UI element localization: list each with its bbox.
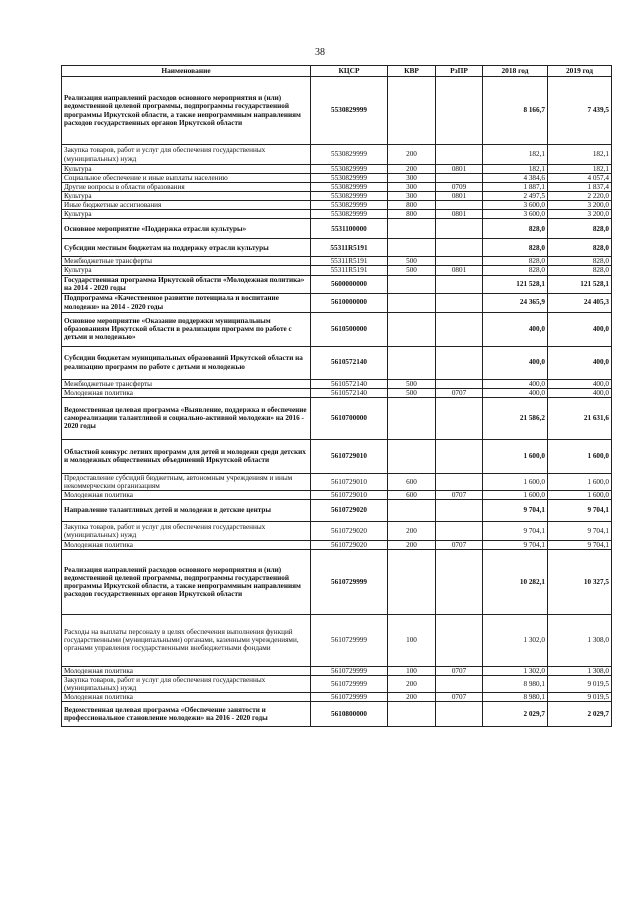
cell-y2019: 4 057,4 — [548, 174, 612, 183]
cell-rzpr — [436, 473, 483, 490]
cell-kcsr: 5530829999 — [311, 201, 388, 210]
cell-kcsr: 5530829999 — [311, 174, 388, 183]
cell-y2018: 9 704,1 — [483, 499, 548, 521]
cell-rzpr: 0801 — [436, 192, 483, 201]
cell-y2018: 400,0 — [483, 312, 548, 346]
cell-rzpr — [436, 499, 483, 521]
cell-name: Реализация направлений расходов основного мероприятия и (или) ведомственной целевой программы, подпрограммы государственной программы Иркутской области, а также непрограммным направлениям расходов государственных органов Иркутской области — [62, 549, 311, 614]
cell-kvr — [388, 439, 436, 473]
cell-y2018: 828,0 — [483, 266, 548, 275]
table-row — [62, 145, 612, 165]
cell-name: Культура — [62, 266, 311, 275]
cell-kvr: 200 — [388, 675, 436, 692]
cell-name: Молодежная политика — [62, 388, 311, 397]
cell-name: Предоставление субсидий бюджетным, автономным учреждениям и иным некоммерческим организациям — [62, 473, 311, 490]
cell-y2019: 1 600,0 — [548, 490, 612, 499]
budget-table — [61, 65, 612, 727]
cell-y2018: 2 029,7 — [483, 702, 548, 727]
cell-kcsr: 5610700000 — [311, 397, 388, 439]
cell-name: Подпрограмма «Качественное развитие потенциала и воспитание молодежи» на 2014 - 2020 годы — [62, 293, 311, 312]
cell-y2019: 828,0 — [548, 219, 612, 239]
cell-y2018: 4 384,6 — [483, 174, 548, 183]
cell-y2018: 400,0 — [483, 346, 548, 379]
table-header-row — [62, 66, 612, 77]
cell-kvr: 500 — [388, 388, 436, 397]
table-row — [62, 693, 612, 702]
header-rzpr: РзПР — [436, 66, 483, 77]
cell-y2019: 3 200,0 — [548, 210, 612, 219]
cell-rzpr: 0801 — [436, 165, 483, 174]
cell-y2018: 400,0 — [483, 379, 548, 388]
cell-name: Культура — [62, 210, 311, 219]
cell-name: Культура — [62, 165, 311, 174]
cell-kvr: 800 — [388, 210, 436, 219]
cell-kcsr: 5610572140 — [311, 388, 388, 397]
table-row — [62, 439, 612, 473]
cell-y2019: 182,1 — [548, 145, 612, 165]
cell-y2019: 9 019,5 — [548, 675, 612, 692]
cell-rzpr: 0801 — [436, 210, 483, 219]
cell-y2019: 1 600,0 — [548, 473, 612, 490]
cell-y2018: 400,0 — [483, 388, 548, 397]
cell-y2018: 828,0 — [483, 239, 548, 257]
cell-name: Межбюджетные трансферты — [62, 257, 311, 266]
cell-name: Социальное обеспечение и иные выплаты населению — [62, 174, 311, 183]
header-2019: 2019 год — [548, 66, 612, 77]
cell-kcsr: 55311R5191 — [311, 257, 388, 266]
cell-y2018: 1 302,0 — [483, 614, 548, 666]
table-row — [62, 388, 612, 397]
header-kvr: КВР — [388, 66, 436, 77]
table-row — [62, 379, 612, 388]
cell-name: Другие вопросы в области образования — [62, 183, 311, 192]
table-row — [62, 549, 612, 614]
cell-kvr: 200 — [388, 540, 436, 549]
header-name: Наименование — [62, 66, 311, 77]
cell-kcsr: 5530829999 — [311, 165, 388, 174]
cell-y2018: 121 528,1 — [483, 275, 548, 293]
cell-y2019: 2 220,0 — [548, 192, 612, 201]
cell-y2019: 121 528,1 — [548, 275, 612, 293]
cell-y2019: 3 200,0 — [548, 201, 612, 210]
cell-kvr: 200 — [388, 165, 436, 174]
cell-y2019: 828,0 — [548, 266, 612, 275]
table-row — [62, 239, 612, 257]
cell-name: Основное мероприятие «Оказание поддержки муниципальным образованиям Иркутской области в реализации программ по работе с детьми и молодежью» — [62, 312, 311, 346]
table-row — [62, 293, 612, 312]
cell-y2018: 9 704,1 — [483, 521, 548, 540]
cell-kvr: 100 — [388, 666, 436, 675]
cell-rzpr — [436, 702, 483, 727]
cell-y2018: 3 600,0 — [483, 210, 548, 219]
cell-rzpr — [436, 239, 483, 257]
cell-y2019: 1 837,4 — [548, 183, 612, 192]
cell-kcsr: 55311R5191 — [311, 266, 388, 275]
cell-kvr — [388, 77, 436, 145]
cell-rzpr — [436, 257, 483, 266]
table-row — [62, 210, 612, 219]
cell-name: Основное мероприятие «Поддержка отрасли культуры» — [62, 219, 311, 239]
table-body — [62, 77, 612, 727]
cell-rzpr — [436, 614, 483, 666]
cell-y2018: 2 497,5 — [483, 192, 548, 201]
cell-y2018: 1 887,1 — [483, 183, 548, 192]
cell-y2019: 1 308,0 — [548, 614, 612, 666]
cell-y2018: 1 302,0 — [483, 666, 548, 675]
cell-kcsr: 5610729010 — [311, 473, 388, 490]
cell-rzpr: 0707 — [436, 540, 483, 549]
cell-rzpr — [436, 397, 483, 439]
cell-kvr — [388, 346, 436, 379]
table-row — [62, 219, 612, 239]
cell-kvr: 800 — [388, 201, 436, 210]
cell-kvr: 500 — [388, 257, 436, 266]
cell-kcsr: 5610729010 — [311, 439, 388, 473]
cell-kcsr: 5530829999 — [311, 192, 388, 201]
cell-kvr: 100 — [388, 614, 436, 666]
cell-kvr — [388, 293, 436, 312]
cell-name: Ведомственная целевая программа «Выявление, поддержка и обеспечение самореализации талантливой и социально-активной молодежи» на 2016 - 2020 годы — [62, 397, 311, 439]
cell-name: Государственная программа Иркутской области «Молодежная политика» на 2014 - 2020 годы — [62, 275, 311, 293]
cell-rzpr — [436, 346, 483, 379]
cell-rzpr: 0801 — [436, 266, 483, 275]
cell-kcsr: 5610729999 — [311, 693, 388, 702]
cell-rzpr — [436, 174, 483, 183]
cell-y2019: 9 704,1 — [548, 540, 612, 549]
cell-kcsr: 5610729999 — [311, 614, 388, 666]
cell-rzpr — [436, 439, 483, 473]
table-row — [62, 473, 612, 490]
cell-name: Закупка товаров, работ и услуг для обеспечения государственных (муниципальных) нужд — [62, 521, 311, 540]
cell-y2019: 400,0 — [548, 312, 612, 346]
cell-kvr: 500 — [388, 266, 436, 275]
cell-kvr — [388, 312, 436, 346]
cell-name: Расходы на выплаты персоналу в целях обеспечения выполнения функций государственными (муниципальными) органами, казенными учреждениями, органами управления государственными внебюджетными фондами — [62, 614, 311, 666]
cell-rzpr: 0707 — [436, 388, 483, 397]
cell-kcsr: 5530829999 — [311, 77, 388, 145]
cell-name: Культура — [62, 192, 311, 201]
cell-name: Субсидии местным бюджетам на поддержку отрасли культуры — [62, 239, 311, 257]
cell-kvr — [388, 219, 436, 239]
cell-kvr — [388, 275, 436, 293]
cell-kcsr: 5610572140 — [311, 346, 388, 379]
cell-kcsr: 5610729999 — [311, 549, 388, 614]
table-row — [62, 490, 612, 499]
cell-rzpr — [436, 201, 483, 210]
table-row — [62, 540, 612, 549]
cell-y2018: 182,1 — [483, 165, 548, 174]
cell-rzpr: 0707 — [436, 666, 483, 675]
table-row — [62, 521, 612, 540]
cell-y2019: 400,0 — [548, 379, 612, 388]
cell-name: Субсидии бюджетам муниципальных образований Иркутской области на реализацию программ по работе с детьми и молодежью — [62, 346, 311, 379]
cell-kvr — [388, 499, 436, 521]
cell-kcsr: 5610729999 — [311, 675, 388, 692]
cell-y2018: 3 600,0 — [483, 201, 548, 210]
cell-rzpr — [436, 312, 483, 346]
table-row — [62, 201, 612, 210]
cell-name: Областной конкурс летних программ для детей и молодежи среди детских и молодежных общественных объединений Иркутской области — [62, 439, 311, 473]
cell-y2018: 24 365,9 — [483, 293, 548, 312]
cell-y2019: 400,0 — [548, 388, 612, 397]
cell-kvr: 200 — [388, 145, 436, 165]
table-row — [62, 257, 612, 266]
cell-y2019: 9 704,1 — [548, 521, 612, 540]
cell-kvr: 500 — [388, 379, 436, 388]
cell-rzpr — [436, 219, 483, 239]
cell-rzpr — [436, 549, 483, 614]
cell-name: Молодежная политика — [62, 540, 311, 549]
cell-kcsr: 5610729020 — [311, 499, 388, 521]
table-row — [62, 614, 612, 666]
cell-name: Закупка товаров, работ и услуг для обеспечения государственных (муниципальных) нужд — [62, 145, 311, 165]
table-row — [62, 346, 612, 379]
cell-y2018: 9 704,1 — [483, 540, 548, 549]
cell-kvr: 300 — [388, 174, 436, 183]
cell-kvr: 600 — [388, 490, 436, 499]
cell-kcsr: 5610729020 — [311, 521, 388, 540]
cell-y2018: 10 282,1 — [483, 549, 548, 614]
table-row — [62, 702, 612, 727]
header-2018: 2018 год — [483, 66, 548, 77]
cell-kcsr: 5610729010 — [311, 490, 388, 499]
cell-rzpr — [436, 675, 483, 692]
cell-kcsr: 5600000000 — [311, 275, 388, 293]
cell-kcsr: 5531100000 — [311, 219, 388, 239]
cell-kvr: 200 — [388, 693, 436, 702]
cell-kcsr: 5530829999 — [311, 183, 388, 192]
cell-y2018: 182,1 — [483, 145, 548, 165]
cell-y2018: 8 980,1 — [483, 675, 548, 692]
table-row — [62, 77, 612, 145]
cell-y2018: 1 600,0 — [483, 439, 548, 473]
table-row — [62, 397, 612, 439]
cell-y2019: 1 600,0 — [548, 439, 612, 473]
cell-kvr: 300 — [388, 183, 436, 192]
table-row — [62, 499, 612, 521]
table-row — [62, 675, 612, 692]
cell-rzpr — [436, 275, 483, 293]
cell-y2019: 24 405,3 — [548, 293, 612, 312]
cell-y2019: 2 029,7 — [548, 702, 612, 727]
table-row — [62, 183, 612, 192]
cell-kcsr: 5610572140 — [311, 379, 388, 388]
cell-y2018: 8 980,1 — [483, 693, 548, 702]
cell-y2019: 9 704,1 — [548, 499, 612, 521]
cell-rzpr — [436, 145, 483, 165]
table-row — [62, 192, 612, 201]
cell-y2018: 1 600,0 — [483, 490, 548, 499]
cell-kvr: 300 — [388, 192, 436, 201]
cell-rzpr: 0707 — [436, 693, 483, 702]
cell-name: Реализация направлений расходов основного мероприятия и (или) ведомственной целевой программы, подпрограммы государственной программы Иркутской области, а также непрограммным направлениям расходов государственных органов Иркутской области — [62, 77, 311, 145]
cell-kcsr: 5610800000 — [311, 702, 388, 727]
cell-y2019: 182,1 — [548, 165, 612, 174]
cell-name: Закупка товаров, работ и услуг для обеспечения государственных (муниципальных) нужд — [62, 675, 311, 692]
cell-kcsr: 5610729999 — [311, 666, 388, 675]
page-number: 38 — [315, 47, 325, 58]
cell-kcsr: 5610500000 — [311, 312, 388, 346]
cell-y2018: 8 166,7 — [483, 77, 548, 145]
cell-name: Межбюджетные трансферты — [62, 379, 311, 388]
cell-y2019: 828,0 — [548, 257, 612, 266]
cell-kvr — [388, 397, 436, 439]
cell-kvr: 600 — [388, 473, 436, 490]
cell-y2019: 400,0 — [548, 346, 612, 379]
cell-kcsr: 5530829999 — [311, 210, 388, 219]
table-row — [62, 174, 612, 183]
cell-rzpr — [436, 293, 483, 312]
cell-y2019: 7 439,5 — [548, 77, 612, 145]
header-kcsr: КЦСР — [311, 66, 388, 77]
cell-y2019: 10 327,5 — [548, 549, 612, 614]
cell-rzpr — [436, 77, 483, 145]
cell-name: Иные бюджетные ассигнования — [62, 201, 311, 210]
cell-kcsr: 55311R5191 — [311, 239, 388, 257]
cell-kvr — [388, 549, 436, 614]
cell-y2018: 828,0 — [483, 257, 548, 266]
cell-kcsr: 5610729020 — [311, 540, 388, 549]
cell-y2019: 1 308,0 — [548, 666, 612, 675]
table-row — [62, 312, 612, 346]
cell-y2018: 828,0 — [483, 219, 548, 239]
cell-y2018: 21 586,2 — [483, 397, 548, 439]
cell-name: Молодежная политика — [62, 490, 311, 499]
cell-kvr: 200 — [388, 521, 436, 540]
cell-y2019: 9 019,5 — [548, 693, 612, 702]
cell-rzpr — [436, 521, 483, 540]
table-row — [62, 266, 612, 275]
table-row — [62, 165, 612, 174]
table-row — [62, 275, 612, 293]
cell-y2019: 828,0 — [548, 239, 612, 257]
cell-name: Ведомственная целевая программа «Обеспечение занятости и профессиональное становление молодежи» на 2016 - 2020 годы — [62, 702, 311, 727]
table-row — [62, 666, 612, 675]
cell-kvr — [388, 239, 436, 257]
cell-kcsr: 5530829999 — [311, 145, 388, 165]
cell-name: Направление талантливых детей и молодежи в детские центры — [62, 499, 311, 521]
cell-name: Молодежная политика — [62, 666, 311, 675]
cell-kcsr: 5610000000 — [311, 293, 388, 312]
cell-y2019: 21 631,6 — [548, 397, 612, 439]
cell-rzpr: 0707 — [436, 490, 483, 499]
cell-name: Молодежная политика — [62, 693, 311, 702]
cell-y2018: 1 600,0 — [483, 473, 548, 490]
cell-rzpr — [436, 379, 483, 388]
cell-kvr — [388, 702, 436, 727]
cell-rzpr: 0709 — [436, 183, 483, 192]
